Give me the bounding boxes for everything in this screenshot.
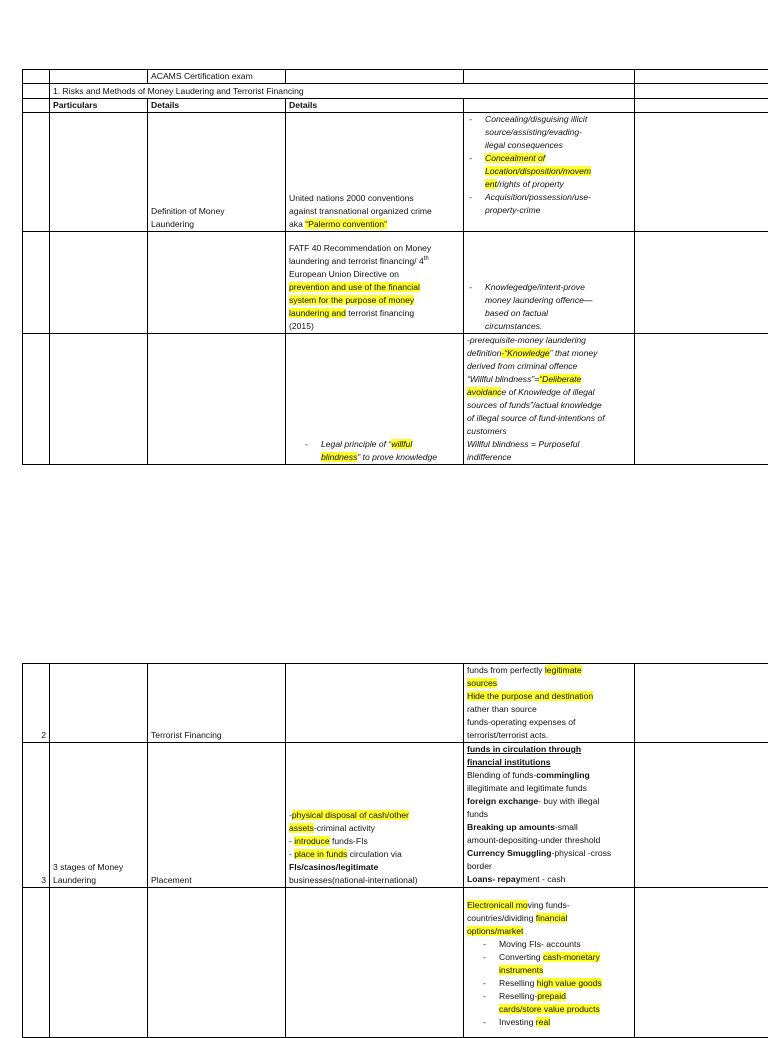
note-line: -prerequisite-money laundering: [467, 334, 631, 347]
notes-cell: [464, 334, 635, 465]
table-row: [23, 888, 768, 1038]
row-number: 3: [23, 743, 50, 888]
note-text: -physical -cross: [552, 848, 612, 858]
particular-text: Definition of Money Laundering: [151, 205, 251, 231]
note-line: [467, 769, 631, 782]
note-line: customers: [467, 425, 631, 438]
detail-line: [289, 848, 460, 861]
list-item: [467, 152, 631, 191]
empty-cell: [286, 888, 464, 1038]
particular-cell: [148, 113, 286, 232]
bullet-line: - Concealing/disguising illicit: [485, 113, 631, 126]
detail-line: FATF 40 Recommendation on Money: [289, 242, 460, 255]
bullet-line: [321, 451, 460, 464]
particular-line: 3 stages of Money: [53, 861, 144, 874]
empty-cell: [635, 84, 768, 99]
list-item: [481, 1016, 631, 1029]
bullet-text: /rights of property: [497, 179, 564, 189]
highlighted-text: financial: [536, 913, 568, 923]
empty-cell: [23, 70, 50, 84]
bullet-line: - Knowlegedge/intent-prove: [485, 281, 631, 294]
note-text: Blending of funds-: [467, 770, 536, 780]
bullet-line: [499, 964, 631, 977]
note-line: [467, 912, 631, 925]
empty-cell: [50, 113, 148, 232]
list-item: [481, 951, 631, 977]
bullet-list: [481, 938, 631, 1029]
notes-cell: [464, 113, 635, 232]
note-line: funds in circulation through: [467, 743, 631, 756]
detail-text: aka: [289, 219, 305, 229]
detail-cell: [286, 113, 464, 232]
empty-cell: [23, 888, 50, 1038]
empty-cell: [23, 113, 50, 232]
empty-cell: [635, 664, 768, 743]
empty-cell: [148, 232, 286, 334]
note-text: foreign exchange: [467, 796, 538, 806]
list-item: [467, 191, 631, 217]
stage-cell: Placement: [148, 743, 286, 888]
bullet-list: [467, 113, 631, 217]
empty-cell: [635, 99, 768, 113]
note-text: Currency Smuggling: [467, 848, 552, 858]
empty-cell: [23, 232, 50, 334]
note-text: funds from perfectly: [467, 665, 545, 675]
bullet-text: Converting: [499, 952, 543, 962]
empty-cell: [286, 70, 464, 84]
highlighted-text: “Palermo convention”: [305, 219, 387, 229]
bullet-line: [499, 1003, 631, 1016]
empty-cell: [635, 232, 768, 334]
empty-cell: [50, 888, 148, 1038]
bullet-line: [499, 951, 631, 964]
detail-line: FIs/casinos/legitimate: [289, 861, 460, 874]
section-row: [23, 84, 768, 99]
bullet-line: [485, 165, 631, 178]
detail-line: against transnational organized crime: [289, 205, 460, 218]
note-line: illegitimate and legitimate funds: [467, 782, 631, 795]
list-item: [467, 113, 631, 152]
table-row: [23, 113, 768, 232]
note-text: -small: [555, 822, 578, 832]
note-line: sources of funds”/actual knowledge: [467, 399, 631, 412]
acams-table-2: [22, 663, 768, 1038]
note-line: [467, 373, 631, 386]
empty-cell: [286, 664, 464, 743]
note-line: [467, 677, 631, 690]
detail-text: terrorist financing: [346, 308, 414, 318]
highlighted-text: prevention and use of the financial: [289, 282, 420, 292]
highlighted-text: assets: [289, 823, 314, 833]
bullet-text: Reselling: [499, 978, 537, 988]
detail-line: [289, 822, 460, 835]
detail-cell: [286, 334, 464, 465]
bullet-line: [485, 178, 631, 191]
note-text: ” that money: [550, 348, 598, 358]
note-text: commingling: [536, 770, 589, 780]
note-text: definition: [467, 348, 501, 358]
note-text: e of Knowledge of illegal: [501, 387, 594, 397]
bullet-text: Moving FIs- accounts: [499, 939, 581, 949]
detail-text: -: [289, 810, 292, 820]
note-line: Willful blindness = Purposeful: [467, 438, 631, 451]
empty-cell: [50, 232, 148, 334]
title-row: [23, 70, 768, 84]
table-row: [23, 664, 768, 743]
notes-cell: [464, 743, 635, 888]
highlighted-text: Electronicall mo: [467, 900, 528, 910]
note-line: indifference: [467, 451, 631, 464]
particular-line: Laundering: [53, 874, 144, 887]
bullet-text: Investing: [499, 1017, 536, 1027]
note-line: of illegal source of fund-intentions of: [467, 412, 631, 425]
list-item: [481, 977, 631, 990]
detail-cell: [286, 232, 464, 334]
detail-text: -: [289, 849, 294, 859]
note-line: [467, 899, 631, 912]
empty-cell: [148, 334, 286, 465]
detail-line: [289, 281, 460, 294]
highlighted-text: “Deliberate: [539, 374, 581, 384]
highlighted-text: Hide the purpose and destination: [467, 691, 593, 701]
note-line: [467, 873, 631, 886]
column-header-details: Details: [148, 99, 286, 113]
bullet-line: ilegal consequences: [485, 139, 631, 152]
list-item: [481, 938, 631, 951]
particular-cell: [50, 743, 148, 888]
note-text: Breaking up amounts: [467, 822, 555, 832]
highlighted-text: -“Knowledge: [501, 348, 549, 358]
bullet-line: property-crime: [485, 204, 631, 217]
bullet-line: [499, 990, 631, 1003]
particular-cell: Terrorist Financing: [148, 664, 286, 743]
note-line: [467, 664, 631, 677]
detail-text: funds-FIs: [330, 836, 368, 846]
empty-cell: [23, 334, 50, 465]
note-line: [467, 795, 631, 808]
highlighted-text: sources: [467, 678, 497, 688]
empty-cell: [464, 70, 635, 84]
note-line: [467, 925, 631, 938]
detail-text: circulation via: [347, 849, 401, 859]
detail-cell: [286, 743, 464, 888]
empty-cell: [635, 334, 768, 465]
note-line: rather than source: [467, 703, 631, 716]
empty-cell: [23, 84, 50, 99]
superscript: th: [424, 256, 429, 262]
notes-cell: [464, 232, 635, 334]
detail-line: [289, 218, 460, 231]
highlighted-text: ent: [485, 179, 497, 189]
highlighted-text: Concealment of: [485, 153, 545, 163]
detail-line: businesses(national-international): [289, 874, 460, 887]
title-cell: ACAMS Certification exam: [148, 70, 286, 84]
highlighted-text: physical disposal of cash/other: [292, 810, 409, 820]
highlighted-text: laundering and: [289, 308, 346, 318]
detail-line: [289, 255, 460, 268]
note-text: ment - cash: [521, 874, 566, 884]
note-line: border: [467, 860, 631, 873]
detail-line: United nations 2000 conventions: [289, 192, 460, 205]
highlighted-text: place in funds: [294, 849, 347, 859]
table-row: [23, 334, 768, 465]
highlighted-text: cards/store value products: [499, 1004, 600, 1014]
highlighted-text: real: [536, 1017, 550, 1027]
highlighted-text: avoidanc: [467, 387, 501, 397]
highlighted-text: system for the purpose of money: [289, 295, 414, 305]
highlighted-text: legitimate: [545, 665, 582, 675]
column-header-row: [23, 99, 768, 113]
detail-line: European Union Directive on: [289, 268, 460, 281]
section-title: 1. Risks and Methods of Money Laudering and Terrorist Financing: [50, 84, 635, 99]
detail-line: (2015): [289, 320, 460, 333]
bullet-text: ” to prove knowledge: [357, 452, 437, 462]
detail-text: laundering and terrorist financing/ 4: [289, 256, 424, 266]
bullet-line: source/assisting/evading-: [485, 126, 631, 139]
note-line: derived from criminal offence: [467, 360, 631, 373]
detail-line: [289, 835, 460, 848]
highlighted-text: introduce: [294, 836, 329, 846]
note-text: “Willful blindness”=: [467, 374, 539, 384]
note-text: countries/dividing: [467, 913, 536, 923]
bullet-list: [467, 281, 631, 333]
note-line: [467, 690, 631, 703]
empty-cell: [23, 99, 50, 113]
highlighted-text: options/market: [467, 926, 523, 936]
empty-cell: [464, 99, 635, 113]
note-line: [467, 821, 631, 834]
note-text: - buy with illegal: [538, 796, 599, 806]
note-line: amount-depositing-under threshold: [467, 834, 631, 847]
row-number: 2: [23, 664, 50, 743]
note-text: ving funds-: [528, 900, 570, 910]
empty-cell: [635, 743, 768, 888]
highlighted-text: willful: [391, 439, 412, 449]
note-line: [467, 347, 631, 360]
highlighted-text: high value goods: [537, 978, 602, 988]
notes-cell: [464, 888, 635, 1038]
empty-cell: [635, 888, 768, 1038]
highlighted-text: prepaid: [537, 991, 566, 1001]
table-row: [23, 232, 768, 334]
detail-line: [289, 307, 460, 320]
empty-cell: [50, 70, 148, 84]
bullet-list: [303, 438, 460, 464]
note-line: funds: [467, 808, 631, 821]
list-item: [303, 438, 460, 464]
note-line: [467, 386, 631, 399]
empty-cell: [635, 113, 768, 232]
detail-text: -: [289, 836, 294, 846]
highlighted-text: instruments: [499, 965, 543, 975]
bullet-line: based on factual: [485, 307, 631, 320]
highlighted-text: cash-monetary: [543, 952, 600, 962]
detail-text: -criminal activity: [314, 823, 375, 833]
acams-table-1: [22, 69, 768, 465]
bullet-line: money laundering offence—: [485, 294, 631, 307]
column-header-particulars: Particulars: [50, 99, 148, 113]
bullet-line: circumstances.: [485, 320, 631, 333]
table-row: [23, 743, 768, 888]
detail-line: [289, 809, 460, 822]
note-line: terrorist/terrorist acts.: [467, 729, 631, 742]
note-line: funds-operating expenses of: [467, 716, 631, 729]
empty-cell: [148, 888, 286, 1038]
empty-cell: [635, 70, 768, 84]
note-text: Loans- repay: [467, 874, 521, 884]
highlighted-text: blindness: [321, 452, 357, 462]
detail-line: [289, 294, 460, 307]
empty-cell: [50, 664, 148, 743]
note-line: financial institutions: [467, 756, 631, 769]
note-line: [467, 847, 631, 860]
empty-cell: [50, 334, 148, 465]
column-header-details: Details: [286, 99, 464, 113]
bullet-text: Legal principle of “: [321, 439, 391, 449]
bullet-line: - Acquisition/possession/use-: [485, 191, 631, 204]
highlighted-text: Location/disposition/movem: [485, 166, 591, 176]
bullet-line: [485, 152, 631, 165]
notes-cell: [464, 664, 635, 743]
list-item: [467, 281, 631, 333]
bullet-text: Reselling-: [499, 991, 537, 1001]
list-item: [481, 990, 631, 1016]
bullet-line: [321, 438, 460, 451]
